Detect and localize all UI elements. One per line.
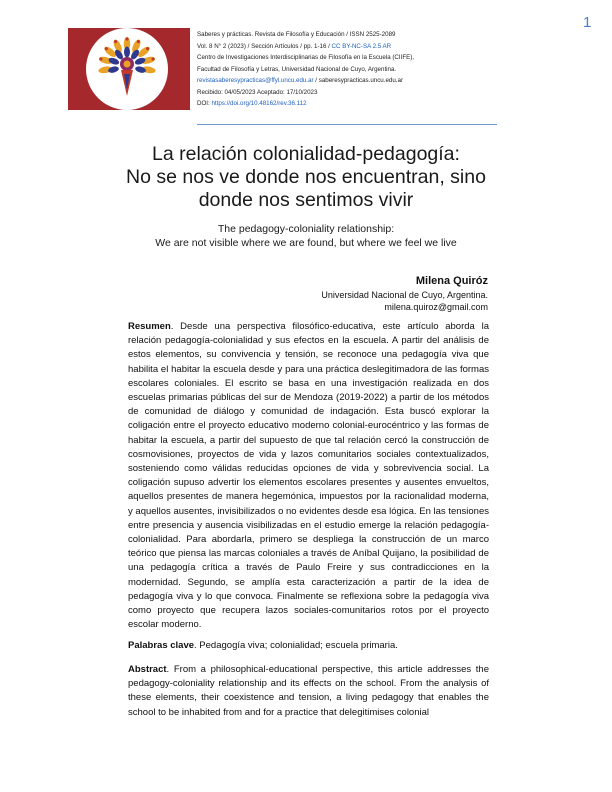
keywords	[128, 639, 489, 653]
volume-text: Vol. 8 N° 2 (2023) / Sección Artículos / pp. 1-16 /	[197, 42, 332, 50]
affiliation-text: Universidad Nacional de Cuyo, Argentina.	[321, 290, 488, 300]
article-title	[60, 143, 552, 212]
journal-header	[197, 29, 497, 110]
abstract-english-text: . From a philosophical-educational perspective, this article addresses the pedagogy-coloniality relationship and its effects on the school. From the analysis of these elements, their coexistence and tension, a living pedagogy that enables the school to be inhabited from and for a practice that delegitimises colonial	[128, 664, 489, 718]
doi-link[interactable]: https://doi.org/10.48162/rev.36.112	[211, 100, 307, 107]
author-affiliation	[321, 290, 488, 313]
subtitle-line-2: We are not visible where we are found, but where we feel we live	[155, 237, 457, 249]
license-link[interactable]: CC BY-NC-SA 2.5 AR	[331, 42, 392, 50]
keywords-label: Palabras clave	[128, 640, 195, 651]
title-line-3: donde nos sentimos vivir	[198, 189, 414, 211]
keywords-text: . Pedagogía viva; colonialidad; escuela primaria.	[194, 640, 398, 651]
abstract-spanish-label: Resumen	[128, 321, 171, 332]
abstract-english-label: Abstract	[128, 664, 167, 675]
faculty: Facultad de Filosofía y Letras, Universidad Nacional de Cuyo, Argentina.	[197, 65, 397, 73]
journal-site: / saberesypracticas.uncu.edu.ar	[313, 77, 404, 84]
journal-name: Saberes y prácticas. Revista de Filosofía y Educación / ISSN 2525-2089	[197, 31, 396, 38]
title-line-1: La relación colonialidad-pedagogía:	[152, 143, 460, 165]
abstract-english	[128, 663, 489, 720]
research-center: Centro de Investigaciones Interdisciplinarias de Filosofía en la Escuela (CIIFE),	[197, 54, 415, 61]
title-line-2: No se nos ve donde nos encuentran, sino	[126, 166, 486, 188]
contact-line	[197, 75, 497, 87]
abstract-spanish	[128, 320, 489, 632]
submission-dates: Recibido: 04/05/2023 Aceptado: 17/10/2023	[197, 88, 318, 96]
article-subtitle	[60, 222, 552, 250]
volume-info	[197, 41, 497, 53]
subtitle-line-1: The pedagogy-coloniality relationship:	[217, 223, 395, 235]
doi-label: DOI:	[197, 100, 212, 107]
author-name: Milena Quiróz	[415, 275, 488, 287]
abstract-spanish-text: . Desde una perspectiva filosófico-educativa, este artículo aborda la relación pedagogía-colonialidad y sus efectos en la escuela. A partir del análisis de estos elementos, su convivencia y tensión, se reconoce una pedagogía viva que habilita el habitar la escuela desde y para una práctica deslegitimadora de las formas escolares coloniales. El escrito se basa en una investigación realizada en dos escuelas primarias públicas del sur de Mendoza (2019-2022) a partir de los métodos de comunidad de diálogo y comunidad de indagación. Esta buscó explorar la coligación entre el proyecto educativo moderno colonial-eurocéntrico y las formas de habitar la escuela, a partir del supuesto de que tal relación cercó la construcción de cosmovisiones, proyectos de vida y lazos comunitarios sociales contextualizados, sosteniendo como válidas reducidas opciones de vida y sobrevivencia social. La coligación supuso advertir los elementos escolares presentes y ausentes envueltos, aquellos presentes de manera hegemónica, impuestos por la racionalidad moderna, y aquellos ausentes, invisibilizados o no evidentes desde esa lógica. En las tensiones entre presencia y ausencia visibilizadas en el estudio emerge la relación pedagogía-colonialidad. Para abordarla, primero se despliega la construcción de un marco teórico que piensa las marcas coloniales a través de Aníbal Quijano, la posibilidad de una pedagogía crítica a través de Paulo Freire y sus contradicciones en la modernidad. Segundo, se amplía esta caracterización a partir de la idea de pedagogía viva y lo que convoca. Finalmente se reflexiona sobre la pedagogía viva como proyecto que recupera lazos sociales-comunitarios rotos por el proyecto escolar moderno.	[128, 321, 489, 631]
author-email: milena.quiroz@gmail.com	[384, 301, 488, 312]
doi-line	[197, 98, 497, 110]
header-divider	[197, 124, 497, 125]
journal-email-link[interactable]: revistasaberesypracticas@ffyl.uncu.edu.ar	[197, 77, 314, 84]
logo-emblem-icon	[86, 28, 168, 110]
journal-logo	[68, 28, 190, 110]
page-number: 1	[583, 14, 592, 31]
